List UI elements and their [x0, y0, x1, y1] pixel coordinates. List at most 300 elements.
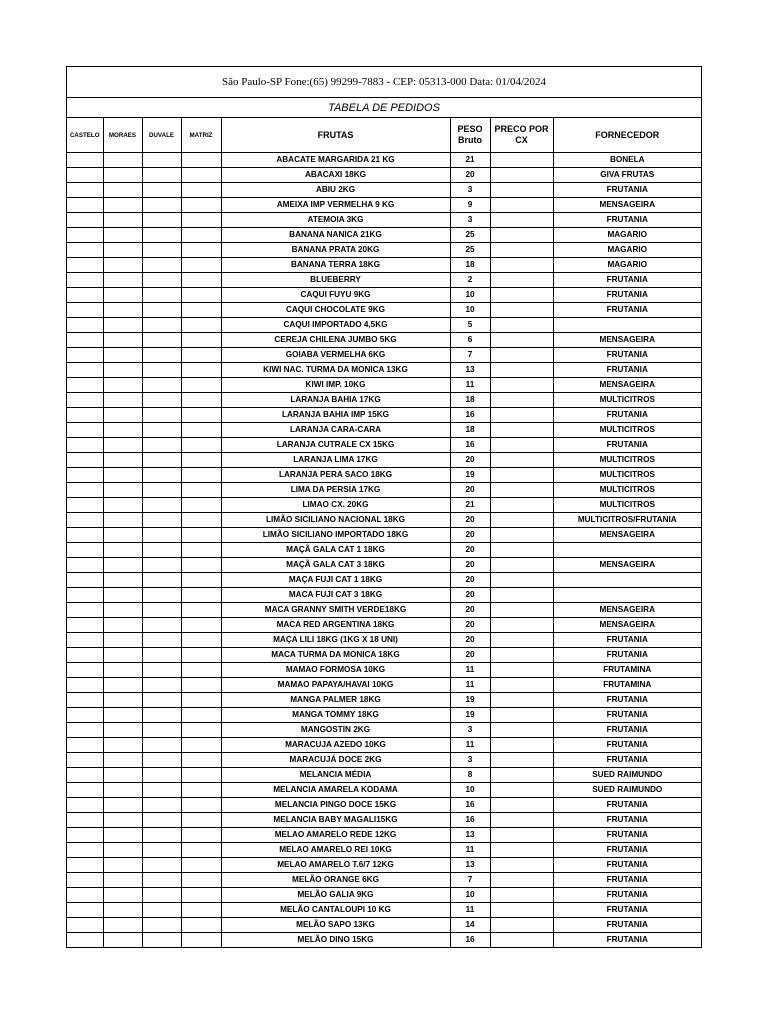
duvale-qty-cell[interactable] [142, 768, 181, 783]
matriz-qty-cell[interactable] [181, 378, 221, 393]
castelo-qty-cell[interactable] [67, 393, 103, 408]
duvale-qty-cell[interactable] [142, 543, 181, 558]
moraes-qty-cell[interactable] [103, 528, 142, 543]
duvale-qty-cell[interactable] [142, 198, 181, 213]
castelo-qty-cell[interactable] [67, 408, 103, 423]
price-cell[interactable] [490, 453, 553, 468]
table-row [67, 153, 701, 168]
matriz-qty-cell[interactable] [181, 603, 221, 618]
moraes-qty-cell[interactable] [103, 258, 142, 273]
moraes-qty-cell[interactable] [103, 753, 142, 768]
castelo-qty-cell[interactable] [67, 183, 103, 198]
duvale-qty-cell[interactable] [142, 333, 181, 348]
matriz-qty-cell[interactable] [181, 903, 221, 918]
castelo-qty-cell[interactable] [67, 933, 103, 948]
table-row [67, 198, 701, 213]
matriz-qty-cell[interactable] [181, 303, 221, 318]
castelo-qty-cell[interactable] [67, 228, 103, 243]
moraes-qty-cell[interactable] [103, 918, 142, 933]
matriz-qty-cell[interactable] [181, 258, 221, 273]
moraes-qty-cell[interactable] [103, 933, 142, 948]
price-cell[interactable] [490, 828, 553, 843]
table-row [67, 573, 701, 588]
price-cell[interactable] [490, 618, 553, 633]
price-cell[interactable] [490, 768, 553, 783]
moraes-qty-cell[interactable] [103, 618, 142, 633]
price-cell[interactable] [490, 813, 553, 828]
moraes-qty-cell[interactable] [103, 303, 142, 318]
price-cell[interactable] [490, 363, 553, 378]
weight-cell: 3 [450, 183, 490, 198]
duvale-qty-cell[interactable] [142, 168, 181, 183]
moraes-qty-cell[interactable] [103, 498, 142, 513]
moraes-qty-cell[interactable] [103, 573, 142, 588]
castelo-qty-cell[interactable] [67, 633, 103, 648]
price-cell[interactable] [490, 678, 553, 693]
moraes-qty-cell[interactable] [103, 843, 142, 858]
price-cell[interactable] [490, 738, 553, 753]
weight-cell: 20 [450, 633, 490, 648]
castelo-qty-cell[interactable] [67, 648, 103, 663]
matriz-qty-cell[interactable] [181, 348, 221, 363]
duvale-qty-cell[interactable] [142, 273, 181, 288]
matriz-qty-cell[interactable] [181, 933, 221, 948]
moraes-qty-cell[interactable] [103, 873, 142, 888]
price-cell[interactable] [490, 903, 553, 918]
duvale-qty-cell[interactable] [142, 453, 181, 468]
moraes-qty-cell[interactable] [103, 783, 142, 798]
duvale-qty-cell[interactable] [142, 663, 181, 678]
castelo-qty-cell[interactable] [67, 318, 103, 333]
weight-cell: 19 [450, 708, 490, 723]
price-cell[interactable] [490, 198, 553, 213]
castelo-qty-cell[interactable] [67, 528, 103, 543]
duvale-qty-cell[interactable] [142, 423, 181, 438]
castelo-qty-cell[interactable] [67, 543, 103, 558]
fruit-name-cell: KIWI NAC. TURMA DA MONICA 13KG [221, 363, 450, 378]
duvale-qty-cell[interactable] [142, 153, 181, 168]
moraes-qty-cell[interactable] [103, 648, 142, 663]
weight-cell: 6 [450, 333, 490, 348]
duvale-qty-cell[interactable] [142, 468, 181, 483]
duvale-qty-cell[interactable] [142, 798, 181, 813]
moraes-qty-cell[interactable] [103, 858, 142, 873]
price-cell[interactable] [490, 408, 553, 423]
duvale-qty-cell[interactable] [142, 888, 181, 903]
castelo-qty-cell[interactable] [67, 828, 103, 843]
matriz-qty-cell[interactable] [181, 423, 221, 438]
table-row [67, 348, 701, 363]
duvale-qty-cell[interactable] [142, 723, 181, 738]
duvale-qty-cell[interactable] [142, 513, 181, 528]
moraes-qty-cell[interactable] [103, 903, 142, 918]
moraes-qty-cell[interactable] [103, 738, 142, 753]
matriz-qty-cell[interactable] [181, 438, 221, 453]
matriz-qty-cell[interactable] [181, 873, 221, 888]
price-cell[interactable] [490, 513, 553, 528]
matriz-qty-cell[interactable] [181, 288, 221, 303]
price-cell[interactable] [490, 843, 553, 858]
matriz-qty-cell[interactable] [181, 723, 221, 738]
castelo-qty-cell[interactable] [67, 873, 103, 888]
price-cell[interactable] [490, 423, 553, 438]
table-row [67, 438, 701, 453]
fruit-name-cell: MELANCIA MÉDIA [221, 768, 450, 783]
supplier-cell: FRUTAMINA [553, 663, 701, 678]
price-cell[interactable] [490, 498, 553, 513]
matriz-qty-cell[interactable] [181, 513, 221, 528]
price-cell[interactable] [490, 318, 553, 333]
price-cell[interactable] [490, 378, 553, 393]
table-body [67, 153, 701, 948]
matriz-qty-cell[interactable] [181, 573, 221, 588]
duvale-qty-cell[interactable] [142, 363, 181, 378]
duvale-qty-cell[interactable] [142, 678, 181, 693]
weight-cell: 11 [450, 903, 490, 918]
castelo-qty-cell[interactable] [67, 573, 103, 588]
price-cell[interactable] [490, 753, 553, 768]
matriz-qty-cell[interactable] [181, 273, 221, 288]
matriz-qty-cell[interactable] [181, 588, 221, 603]
matriz-qty-cell[interactable] [181, 708, 221, 723]
matriz-qty-cell[interactable] [181, 198, 221, 213]
moraes-qty-cell[interactable] [103, 288, 142, 303]
price-cell[interactable] [490, 858, 553, 873]
castelo-qty-cell[interactable] [67, 663, 103, 678]
price-cell[interactable] [490, 393, 553, 408]
price-cell[interactable] [490, 888, 553, 903]
matriz-qty-cell[interactable] [181, 693, 221, 708]
duvale-qty-cell[interactable] [142, 243, 181, 258]
moraes-qty-cell[interactable] [103, 633, 142, 648]
price-cell[interactable] [490, 213, 553, 228]
castelo-qty-cell[interactable] [67, 603, 103, 618]
price-cell[interactable] [490, 228, 553, 243]
duvale-qty-cell[interactable] [142, 603, 181, 618]
moraes-qty-cell[interactable] [103, 168, 142, 183]
price-cell[interactable] [490, 333, 553, 348]
moraes-qty-cell[interactable] [103, 513, 142, 528]
matriz-qty-cell[interactable] [181, 783, 221, 798]
matriz-qty-cell[interactable] [181, 468, 221, 483]
castelo-qty-cell[interactable] [67, 438, 103, 453]
moraes-qty-cell[interactable] [103, 393, 142, 408]
price-cell[interactable] [490, 543, 553, 558]
duvale-qty-cell[interactable] [142, 393, 181, 408]
duvale-qty-cell[interactable] [142, 558, 181, 573]
duvale-qty-cell[interactable] [142, 348, 181, 363]
price-cell[interactable] [490, 798, 553, 813]
moraes-qty-cell[interactable] [103, 663, 142, 678]
duvale-qty-cell[interactable] [142, 183, 181, 198]
price-cell[interactable] [490, 348, 553, 363]
price-cell[interactable] [490, 723, 553, 738]
price-cell[interactable] [490, 468, 553, 483]
castelo-qty-cell[interactable] [67, 288, 103, 303]
matriz-qty-cell[interactable] [181, 213, 221, 228]
matriz-qty-cell[interactable] [181, 768, 221, 783]
price-cell[interactable] [490, 303, 553, 318]
price-cell[interactable] [490, 588, 553, 603]
duvale-qty-cell[interactable] [142, 918, 181, 933]
duvale-qty-cell[interactable] [142, 633, 181, 648]
castelo-qty-cell[interactable] [67, 918, 103, 933]
fruit-name-cell: MELÃO CANTALOUPI 10 KG [221, 903, 450, 918]
moraes-qty-cell[interactable] [103, 603, 142, 618]
matriz-qty-cell[interactable] [181, 888, 221, 903]
price-cell[interactable] [490, 663, 553, 678]
matriz-qty-cell[interactable] [181, 663, 221, 678]
matriz-qty-cell[interactable] [181, 243, 221, 258]
matriz-qty-cell[interactable] [181, 483, 221, 498]
moraes-qty-cell[interactable] [103, 228, 142, 243]
matriz-qty-cell[interactable] [181, 648, 221, 663]
price-cell[interactable] [490, 558, 553, 573]
castelo-qty-cell[interactable] [67, 303, 103, 318]
price-cell[interactable] [490, 438, 553, 453]
castelo-qty-cell[interactable] [67, 753, 103, 768]
castelo-qty-cell[interactable] [67, 498, 103, 513]
price-cell[interactable] [490, 153, 553, 168]
castelo-qty-cell[interactable] [67, 903, 103, 918]
matriz-qty-cell[interactable] [181, 753, 221, 768]
moraes-qty-cell[interactable] [103, 813, 142, 828]
duvale-qty-cell[interactable] [142, 903, 181, 918]
duvale-qty-cell[interactable] [142, 438, 181, 453]
moraes-qty-cell[interactable] [103, 213, 142, 228]
castelo-qty-cell[interactable] [67, 258, 103, 273]
castelo-qty-cell[interactable] [67, 693, 103, 708]
supplier-cell: FRUTANIA [553, 828, 701, 843]
castelo-qty-cell[interactable] [67, 333, 103, 348]
fruit-name-cell: LARANJA CUTRALE CX 15KG [221, 438, 450, 453]
moraes-qty-cell[interactable] [103, 693, 142, 708]
castelo-qty-cell[interactable] [67, 678, 103, 693]
price-cell[interactable] [490, 258, 553, 273]
castelo-qty-cell[interactable] [67, 468, 103, 483]
duvale-qty-cell[interactable] [142, 378, 181, 393]
castelo-qty-cell[interactable] [67, 348, 103, 363]
duvale-qty-cell[interactable] [142, 288, 181, 303]
price-cell[interactable] [490, 648, 553, 663]
duvale-qty-cell[interactable] [142, 783, 181, 798]
matriz-qty-cell[interactable] [181, 393, 221, 408]
price-cell[interactable] [490, 873, 553, 888]
moraes-qty-cell[interactable] [103, 768, 142, 783]
fruit-name-cell: AMEIXA IMP VERMELHA 9 KG [221, 198, 450, 213]
duvale-qty-cell[interactable] [142, 573, 181, 588]
price-cell[interactable] [490, 708, 553, 723]
price-cell[interactable] [490, 783, 553, 798]
matriz-qty-cell[interactable] [181, 813, 221, 828]
matriz-qty-cell[interactable] [181, 858, 221, 873]
moraes-qty-cell[interactable] [103, 798, 142, 813]
moraes-qty-cell[interactable] [103, 453, 142, 468]
supplier-cell: FRUTANIA [553, 873, 701, 888]
moraes-qty-cell[interactable] [103, 183, 142, 198]
table-row [67, 483, 701, 498]
moraes-qty-cell[interactable] [103, 378, 142, 393]
moraes-qty-cell[interactable] [103, 408, 142, 423]
castelo-qty-cell[interactable] [67, 858, 103, 873]
castelo-qty-cell[interactable] [67, 738, 103, 753]
castelo-qty-cell[interactable] [67, 813, 103, 828]
matriz-qty-cell[interactable] [181, 318, 221, 333]
castelo-qty-cell[interactable] [67, 768, 103, 783]
duvale-qty-cell[interactable] [142, 648, 181, 663]
matriz-qty-cell[interactable] [181, 558, 221, 573]
matriz-qty-cell[interactable] [181, 618, 221, 633]
matriz-qty-cell[interactable] [181, 153, 221, 168]
moraes-qty-cell[interactable] [103, 438, 142, 453]
castelo-qty-cell[interactable] [67, 618, 103, 633]
matriz-qty-cell[interactable] [181, 363, 221, 378]
duvale-qty-cell[interactable] [142, 303, 181, 318]
price-cell[interactable] [490, 288, 553, 303]
castelo-qty-cell[interactable] [67, 483, 103, 498]
castelo-qty-cell[interactable] [67, 378, 103, 393]
duvale-qty-cell[interactable] [142, 498, 181, 513]
moraes-qty-cell[interactable] [103, 333, 142, 348]
price-cell[interactable] [490, 918, 553, 933]
supplier-cell [553, 588, 701, 603]
moraes-qty-cell[interactable] [103, 363, 142, 378]
moraes-qty-cell[interactable] [103, 243, 142, 258]
duvale-qty-cell[interactable] [142, 708, 181, 723]
moraes-qty-cell[interactable] [103, 678, 142, 693]
duvale-qty-cell[interactable] [142, 753, 181, 768]
moraes-qty-cell[interactable] [103, 198, 142, 213]
matriz-qty-cell[interactable] [181, 528, 221, 543]
weight-cell: 20 [450, 168, 490, 183]
moraes-qty-cell[interactable] [103, 828, 142, 843]
castelo-qty-cell[interactable] [67, 723, 103, 738]
price-cell[interactable] [490, 183, 553, 198]
table-row [67, 783, 701, 798]
moraes-qty-cell[interactable] [103, 468, 142, 483]
duvale-qty-cell[interactable] [142, 258, 181, 273]
moraes-qty-cell[interactable] [103, 588, 142, 603]
moraes-qty-cell[interactable] [103, 348, 142, 363]
supplier-cell: FRUTANIA [553, 693, 701, 708]
duvale-qty-cell[interactable] [142, 693, 181, 708]
castelo-qty-cell[interactable] [67, 708, 103, 723]
matriz-qty-cell[interactable] [181, 678, 221, 693]
duvale-qty-cell[interactable] [142, 528, 181, 543]
matriz-qty-cell[interactable] [181, 738, 221, 753]
duvale-qty-cell[interactable] [142, 408, 181, 423]
matriz-qty-cell[interactable] [181, 453, 221, 468]
castelo-qty-cell[interactable] [67, 843, 103, 858]
castelo-qty-cell[interactable] [67, 168, 103, 183]
duvale-qty-cell[interactable] [142, 618, 181, 633]
matriz-qty-cell[interactable] [181, 168, 221, 183]
matriz-qty-cell[interactable] [181, 828, 221, 843]
duvale-qty-cell[interactable] [142, 813, 181, 828]
price-cell[interactable] [490, 693, 553, 708]
duvale-qty-cell[interactable] [142, 588, 181, 603]
castelo-qty-cell[interactable] [67, 423, 103, 438]
weight-cell: 2 [450, 273, 490, 288]
castelo-qty-cell[interactable] [67, 243, 103, 258]
price-cell[interactable] [490, 603, 553, 618]
price-cell[interactable] [490, 933, 553, 948]
weight-cell: 18 [450, 393, 490, 408]
castelo-qty-cell[interactable] [67, 273, 103, 288]
duvale-qty-cell[interactable] [142, 828, 181, 843]
matriz-qty-cell[interactable] [181, 498, 221, 513]
weight-cell: 20 [450, 483, 490, 498]
moraes-qty-cell[interactable] [103, 558, 142, 573]
castelo-qty-cell[interactable] [67, 783, 103, 798]
fruit-name-cell: ABACAXI 18KG [221, 168, 450, 183]
castelo-qty-cell[interactable] [67, 513, 103, 528]
castelo-qty-cell[interactable] [67, 213, 103, 228]
moraes-qty-cell[interactable] [103, 888, 142, 903]
matriz-qty-cell[interactable] [181, 798, 221, 813]
duvale-qty-cell[interactable] [142, 858, 181, 873]
duvale-qty-cell[interactable] [142, 228, 181, 243]
matriz-qty-cell[interactable] [181, 333, 221, 348]
matriz-qty-cell[interactable] [181, 183, 221, 198]
price-cell[interactable] [490, 483, 553, 498]
castelo-qty-cell[interactable] [67, 363, 103, 378]
supplier-cell: FRUTANIA [553, 183, 701, 198]
price-cell[interactable] [490, 243, 553, 258]
castelo-qty-cell[interactable] [67, 888, 103, 903]
moraes-qty-cell[interactable] [103, 423, 142, 438]
supplier-cell: FRUTANIA [553, 753, 701, 768]
moraes-qty-cell[interactable] [103, 318, 142, 333]
moraes-qty-cell[interactable] [103, 483, 142, 498]
price-cell[interactable] [490, 273, 553, 288]
moraes-qty-cell[interactable] [103, 153, 142, 168]
matriz-qty-cell[interactable] [181, 633, 221, 648]
castelo-qty-cell[interactable] [67, 588, 103, 603]
matriz-qty-cell[interactable] [181, 843, 221, 858]
price-cell[interactable] [490, 573, 553, 588]
castelo-qty-cell[interactable] [67, 153, 103, 168]
matriz-qty-cell[interactable] [181, 543, 221, 558]
castelo-qty-cell[interactable] [67, 798, 103, 813]
moraes-qty-cell[interactable] [103, 723, 142, 738]
duvale-qty-cell[interactable] [142, 933, 181, 948]
weight-cell: 5 [450, 318, 490, 333]
castelo-qty-cell[interactable] [67, 558, 103, 573]
price-cell[interactable] [490, 528, 553, 543]
duvale-qty-cell[interactable] [142, 318, 181, 333]
price-cell[interactable] [490, 168, 553, 183]
duvale-qty-cell[interactable] [142, 843, 181, 858]
castelo-qty-cell[interactable] [67, 198, 103, 213]
matriz-qty-cell[interactable] [181, 918, 221, 933]
supplier-cell [553, 318, 701, 333]
table-row [67, 528, 701, 543]
moraes-qty-cell[interactable] [103, 543, 142, 558]
matriz-qty-cell[interactable] [181, 408, 221, 423]
weight-cell: 20 [450, 588, 490, 603]
moraes-qty-cell[interactable] [103, 708, 142, 723]
moraes-qty-cell[interactable] [103, 273, 142, 288]
duvale-qty-cell[interactable] [142, 213, 181, 228]
duvale-qty-cell[interactable] [142, 483, 181, 498]
fruit-name-cell: MACA RED ARGENTINA 18KG [221, 618, 450, 633]
duvale-qty-cell[interactable] [142, 738, 181, 753]
price-cell[interactable] [490, 633, 553, 648]
duvale-qty-cell[interactable] [142, 873, 181, 888]
matriz-qty-cell[interactable] [181, 228, 221, 243]
castelo-qty-cell[interactable] [67, 453, 103, 468]
